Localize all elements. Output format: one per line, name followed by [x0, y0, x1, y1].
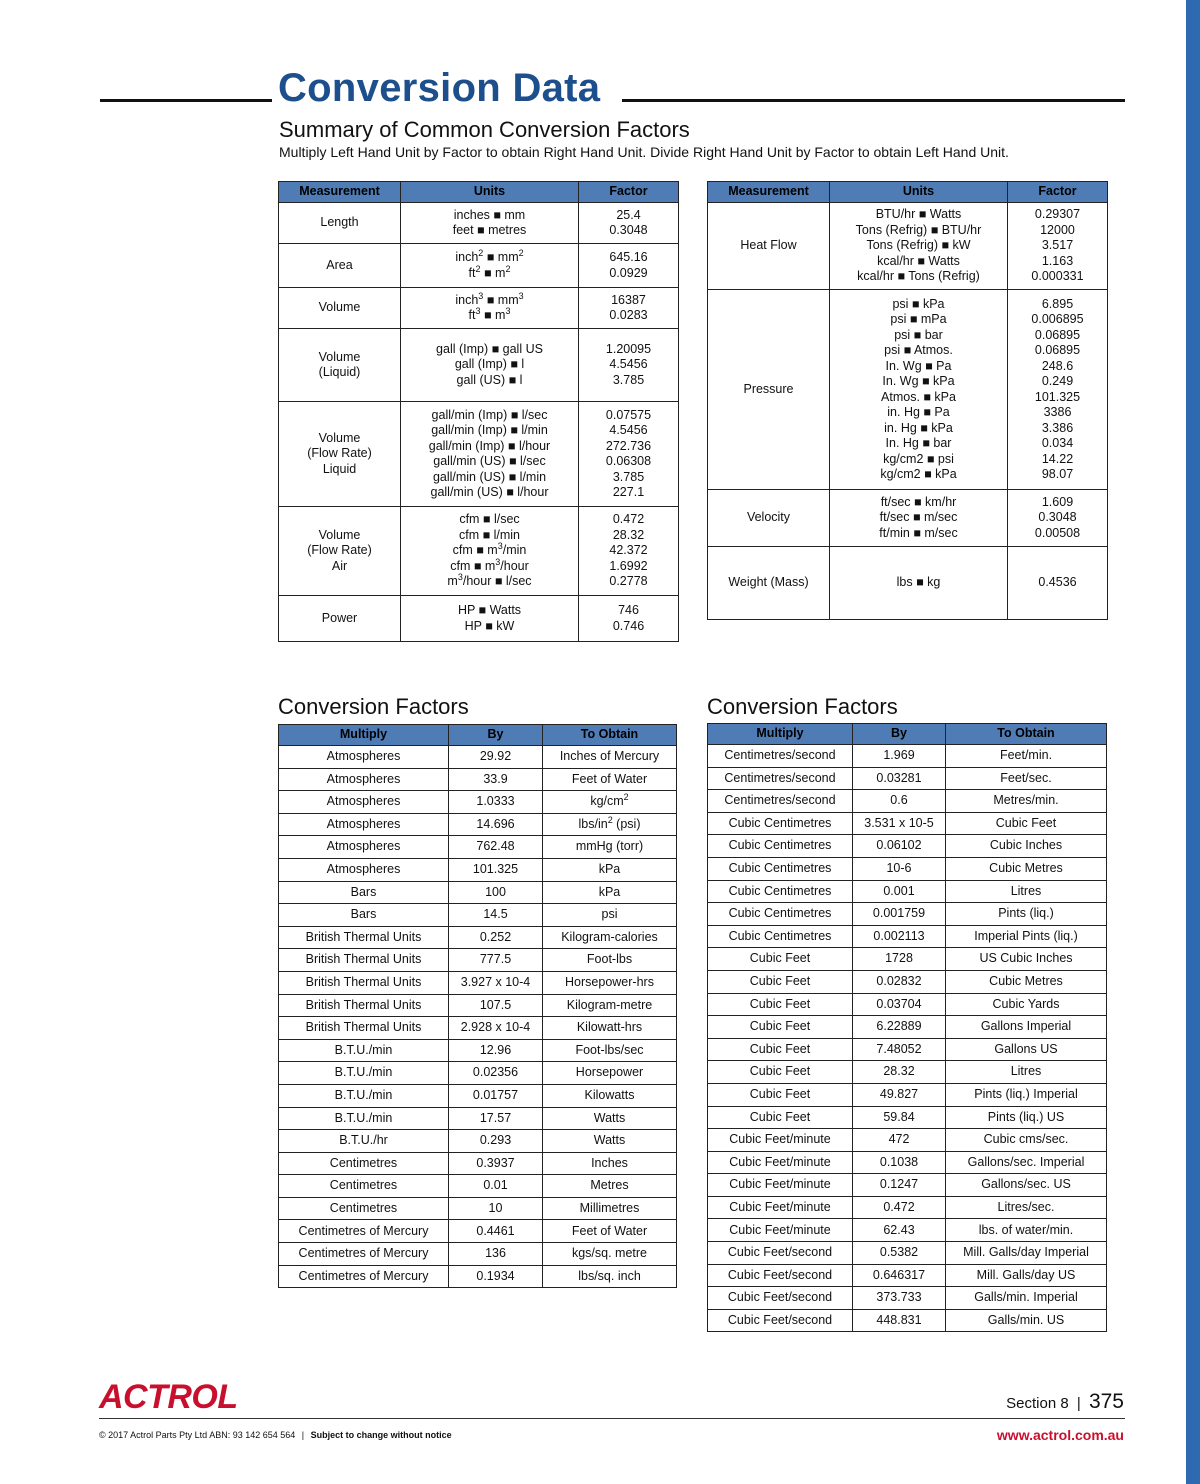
by-cell: 373.733: [853, 1287, 946, 1310]
by-cell: 777.5: [449, 949, 543, 972]
to-obtain-cell: Gallons US: [946, 1038, 1107, 1061]
website-link[interactable]: www.actrol.com.au: [996, 1427, 1124, 1443]
multiply-cell: Centimetres/second: [708, 767, 853, 790]
by-cell: 101.325: [449, 858, 543, 881]
measurement-cell: Volume (Liquid): [279, 329, 401, 402]
by-cell: 62.43: [853, 1219, 946, 1242]
to-obtain-cell: Kilowatt-hrs: [543, 1017, 677, 1040]
table-row: [708, 1083, 1107, 1106]
table-row: [708, 1151, 1107, 1174]
header-measurement: Measurement: [279, 182, 401, 203]
units-cell: cfm ■ l/sec cfm ■ l/min cfm ■ $m^3/\min$ cfm ■ $m^3$/hour $m^3$/hour ■ l/sec: [401, 507, 579, 596]
by-cell: 17.57: [449, 1107, 543, 1130]
by-cell: 0.4461: [449, 1220, 543, 1243]
summary-row: [279, 507, 679, 596]
multiply-cell: Cubic Feet: [708, 970, 853, 993]
units-cell: inch$^2$ ■ $mm^2$ $ft^2$ ■ $m^2$: [401, 244, 579, 288]
summary-table-right: [707, 181, 1108, 620]
factor-cell: 0.07575 4.5456 272.736 0.06308 3.785 227.1: [579, 402, 679, 507]
table-row: [708, 812, 1107, 835]
to-obtain-cell: Feet of Water: [543, 1220, 677, 1243]
summary-row: [279, 288, 679, 329]
to-obtain-cell: Foot-lbs/sec: [543, 1039, 677, 1062]
by-cell: 0.252: [449, 926, 543, 949]
table-row: [708, 745, 1107, 768]
by-cell: 0.001: [853, 880, 946, 903]
footer-legal: © 2017 Actrol Parts Pty Ltd ABN: 93 142 654 564 | Subject to change without notice: [99, 1430, 452, 1440]
notice-text: Subject to change without notice: [310, 1430, 452, 1440]
conversion-factors-title-left: Conversion Factors: [278, 694, 469, 719]
by-cell: 1728: [853, 948, 946, 971]
to-obtain-cell: lbs. of water/min.: [946, 1219, 1107, 1242]
table-row: [279, 858, 677, 881]
to-obtain-cell: Cubic Metres: [946, 857, 1107, 880]
multiply-cell: Cubic Centimetres: [708, 903, 853, 926]
multiply-cell: Cubic Centimetres: [708, 835, 853, 858]
by-cell: 0.5382: [853, 1242, 946, 1265]
multiply-cell: Cubic Centimetres: [708, 925, 853, 948]
multiply-cell: Cubic Feet/minute: [708, 1151, 853, 1174]
multiply-cell: Cubic Feet: [708, 1106, 853, 1129]
multiply-cell: Atmospheres: [279, 768, 449, 791]
summary-table-left: [278, 181, 679, 642]
to-obtain-cell: Foot-lbs: [543, 949, 677, 972]
factor-cell: 645.16 0.0929: [579, 244, 679, 288]
multiply-cell: Cubic Feet: [708, 1038, 853, 1061]
conversion-table-right: [707, 723, 1107, 1332]
header-to-obtain: To Obtain: [946, 724, 1107, 745]
by-cell: 2.928 x 10-4: [449, 1017, 543, 1040]
table-row: [279, 1017, 677, 1040]
factor-cell: 1.609 0.3048 0.00508: [1008, 490, 1108, 547]
to-obtain-cell: kPa: [543, 881, 677, 904]
title-rule-left: [100, 99, 272, 102]
table-row: [708, 835, 1107, 858]
header-to-obtain: To Obtain: [543, 725, 677, 746]
factor-cell: 0.4536: [1008, 547, 1108, 620]
by-cell: 14.696: [449, 813, 543, 836]
summary-row: [708, 490, 1108, 547]
multiply-cell: Cubic Feet: [708, 1016, 853, 1039]
table-row: [279, 1130, 677, 1153]
header-by: By: [449, 725, 543, 746]
table-row: [708, 1309, 1107, 1332]
to-obtain-cell: Cubic cms/sec.: [946, 1129, 1107, 1152]
table-row: [279, 971, 677, 994]
to-obtain-cell: psi: [543, 904, 677, 927]
to-obtain-cell: Inches of Mercury: [543, 746, 677, 769]
multiply-cell: Centimetres: [279, 1152, 449, 1175]
table-row: [279, 1175, 677, 1198]
table-row: [708, 790, 1107, 813]
table-row: [708, 1038, 1107, 1061]
actrol-logo: ACTROL: [99, 1378, 238, 1416]
measurement-cell: Velocity: [708, 490, 830, 547]
by-cell: 28.32: [853, 1061, 946, 1084]
to-obtain-cell: Mill. Galls/day Imperial: [946, 1242, 1107, 1265]
table-row: [279, 768, 677, 791]
to-obtain-cell: Millimetres: [543, 1197, 677, 1220]
by-cell: 0.1038: [853, 1151, 946, 1174]
by-cell: 0.293: [449, 1130, 543, 1153]
table-row: [708, 1264, 1107, 1287]
by-cell: 3.927 x 10-4: [449, 971, 543, 994]
by-cell: 1.969: [853, 745, 946, 768]
units-cell: inch$^3$ ■ $mm^3$ $ft^3$ ■ $m^3$: [401, 288, 579, 329]
multiply-cell: Cubic Feet: [708, 1061, 853, 1084]
summary-row: [708, 290, 1108, 490]
multiply-cell: British Thermal Units: [279, 971, 449, 994]
to-obtain-cell: Metres/min.: [946, 790, 1107, 813]
table-row: [708, 1016, 1107, 1039]
header-units: Units: [830, 182, 1008, 203]
factor-cell: 6.895 0.006895 0.06895 0.06895 248.6 0.249 101.325 3386 3.386 0.034 14.22 98.07: [1008, 290, 1108, 490]
multiply-cell: Cubic Feet: [708, 948, 853, 971]
to-obtain-cell: Galls/min. US: [946, 1309, 1107, 1332]
by-cell: 10: [449, 1197, 543, 1220]
header-measurement: Measurement: [708, 182, 830, 203]
table-row: [279, 1107, 677, 1130]
by-cell: 14.5: [449, 904, 543, 927]
by-cell: 136: [449, 1243, 543, 1266]
by-cell: 33.9: [449, 768, 543, 791]
by-cell: 10-6: [853, 857, 946, 880]
to-obtain-cell: Galls/min. Imperial: [946, 1287, 1107, 1310]
by-cell: 0.3937: [449, 1152, 543, 1175]
multiply-cell: Cubic Centimetres: [708, 857, 853, 880]
multiply-cell: Cubic Feet: [708, 1083, 853, 1106]
measurement-cell: Length: [279, 203, 401, 244]
by-cell: 448.831: [853, 1309, 946, 1332]
multiply-cell: Centimetres: [279, 1175, 449, 1198]
to-obtain-cell: Litres/sec.: [946, 1196, 1107, 1219]
conversion-factors-title-right: Conversion Factors: [707, 694, 898, 719]
by-cell: 107.5: [449, 994, 543, 1017]
summary-row: [279, 596, 679, 642]
to-obtain-cell: mmHg (torr): [543, 836, 677, 859]
by-cell: 0.01757: [449, 1084, 543, 1107]
table-row: [708, 1061, 1107, 1084]
multiply-cell: B.T.U./min: [279, 1062, 449, 1085]
multiply-cell: Cubic Feet: [708, 993, 853, 1016]
by-cell: 0.01: [449, 1175, 543, 1198]
multiply-cell: B.T.U./hr: [279, 1130, 449, 1153]
table-row: [708, 925, 1107, 948]
by-cell: 49.827: [853, 1083, 946, 1106]
by-cell: 6.22889: [853, 1016, 946, 1039]
factor-cell: 746 0.746: [579, 596, 679, 642]
to-obtain-cell: kgs/sq. metre: [543, 1243, 677, 1266]
header-units: Units: [401, 182, 579, 203]
table-row: [708, 857, 1107, 880]
by-cell: 0.002113: [853, 925, 946, 948]
multiply-cell: Bars: [279, 904, 449, 927]
summary-heading: Summary of Common Conversion Factors: [279, 117, 690, 142]
to-obtain-cell: Inches: [543, 1152, 677, 1175]
to-obtain-cell: Horsepower-hrs: [543, 971, 677, 994]
by-cell: 762.48: [449, 836, 543, 859]
by-cell: 0.472: [853, 1196, 946, 1219]
to-obtain-cell: Cubic Yards: [946, 993, 1107, 1016]
separator: |: [1076, 1395, 1081, 1412]
footer-rule: [99, 1418, 1125, 1419]
to-obtain-cell: Feet of Water: [543, 768, 677, 791]
table-row: [708, 767, 1107, 790]
multiply-cell: Centimetres of Mercury: [279, 1220, 449, 1243]
to-obtain-cell: Pints (liq.): [946, 903, 1107, 926]
by-cell: 472: [853, 1129, 946, 1152]
conversion-table-left: [278, 724, 677, 1288]
to-obtain-cell: $kg/cm^2$: [543, 791, 677, 814]
measurement-cell: Pressure: [708, 290, 830, 490]
table-row: [279, 949, 677, 972]
table-row: [279, 1152, 677, 1175]
multiply-cell: Centimetres of Mercury: [279, 1243, 449, 1266]
table-row: [279, 926, 677, 949]
to-obtain-cell: Watts: [543, 1130, 677, 1153]
by-cell: 3.531 x 10-5: [853, 812, 946, 835]
table-row: [708, 1106, 1107, 1129]
table-row: [708, 903, 1107, 926]
to-obtain-cell: Cubic Metres: [946, 970, 1107, 993]
by-cell: 0.6: [853, 790, 946, 813]
table-row: [708, 1196, 1107, 1219]
summary-row: [708, 203, 1108, 290]
to-obtain-cell: Kilogram-calories: [543, 926, 677, 949]
to-obtain-cell: Cubic Feet: [946, 812, 1107, 835]
by-cell: 1.0333: [449, 791, 543, 814]
measurement-cell: Volume (Flow Rate) Liquid: [279, 402, 401, 507]
measurement-cell: Area: [279, 244, 401, 288]
multiply-cell: British Thermal Units: [279, 926, 449, 949]
units-cell: gall (Imp) ■ gall US gall (Imp) ■ l gall (US) ■ l: [401, 329, 579, 402]
title-row: [100, 66, 1125, 116]
table-row: [708, 1129, 1107, 1152]
table-row: [279, 791, 677, 814]
units-cell: HP ■ Watts HP ■ kW: [401, 596, 579, 642]
multiply-cell: Bars: [279, 881, 449, 904]
header-factor: Factor: [579, 182, 679, 203]
multiply-cell: Cubic Feet/second: [708, 1309, 853, 1332]
to-obtain-cell: Gallons Imperial: [946, 1016, 1107, 1039]
multiply-cell: Centimetres/second: [708, 790, 853, 813]
table-row: [708, 948, 1107, 971]
measurement-cell: Volume: [279, 288, 401, 329]
multiply-cell: Atmospheres: [279, 858, 449, 881]
table-row: [708, 1242, 1107, 1265]
to-obtain-cell: kPa: [543, 858, 677, 881]
to-obtain-cell: lbs/sq. inch: [543, 1265, 677, 1288]
to-obtain-cell: Watts: [543, 1107, 677, 1130]
multiply-cell: Cubic Feet/second: [708, 1264, 853, 1287]
table-row: [279, 813, 677, 836]
multiply-cell: British Thermal Units: [279, 1017, 449, 1040]
copyright-text: © 2017 Actrol Parts Pty Ltd ABN: 93 142 654 564: [99, 1430, 296, 1440]
multiply-cell: Cubic Feet/minute: [708, 1129, 853, 1152]
by-cell: 0.646317: [853, 1264, 946, 1287]
page-title: Conversion Data: [278, 66, 601, 110]
multiply-cell: Cubic Feet/second: [708, 1287, 853, 1310]
summary-row: [279, 203, 679, 244]
factor-cell: 0.29307 12000 3.517 1.163 0.000331: [1008, 203, 1108, 290]
measurement-cell: Weight (Mass): [708, 547, 830, 620]
by-cell: 0.03704: [853, 993, 946, 1016]
by-cell: 29.92: [449, 746, 543, 769]
multiply-cell: Cubic Feet/minute: [708, 1174, 853, 1197]
title-rule-right: [622, 99, 1125, 102]
units-cell: psi ■ kPa psi ■ mPa psi ■ bar psi ■ Atmos. In. Wg ■ Pa In. Wg ■ kPa Atmos. ■ kPa in. Hg ■ Pa in. Hg ■ kPa In. Hg ■ bar kg/cm2 ■ psi kg/cm2 ■ kPa: [830, 290, 1008, 490]
multiply-cell: Cubic Centimetres: [708, 880, 853, 903]
to-obtain-cell: Pints (liq.) Imperial: [946, 1083, 1107, 1106]
table-row: [279, 1039, 677, 1062]
header-by: By: [853, 724, 946, 745]
table-row: [279, 1265, 677, 1288]
by-cell: 59.84: [853, 1106, 946, 1129]
multiply-cell: Centimetres of Mercury: [279, 1265, 449, 1288]
units-cell: BTU/hr ■ Watts Tons (Refrig) ■ BTU/hr Tons (Refrig) ■ kW kcal/hr ■ Watts kcal/hr ■ Tons (Refrig): [830, 203, 1008, 290]
by-cell: 7.48052: [853, 1038, 946, 1061]
to-obtain-cell: Litres: [946, 1061, 1107, 1084]
by-cell: 12.96: [449, 1039, 543, 1062]
multiply-cell: Cubic Feet/second: [708, 1242, 853, 1265]
multiply-cell: Cubic Centimetres: [708, 812, 853, 835]
to-obtain-cell: lbs/$in^2$ (psi): [543, 813, 677, 836]
page-edge-bar: [1186, 0, 1200, 1484]
table-row: [279, 994, 677, 1017]
multiply-cell: B.T.U./min: [279, 1107, 449, 1130]
table-row: [279, 746, 677, 769]
measurement-cell: Heat Flow: [708, 203, 830, 290]
instructions-text: Multiply Left Hand Unit by Factor to obtain Right Hand Unit. Divide Right Hand Unit by Factor to obtain Left Hand Unit.: [279, 144, 1009, 160]
units-cell: inches ■ mm feet ■ metres: [401, 203, 579, 244]
page-number: 375: [1088, 1390, 1124, 1413]
table-row: [708, 1219, 1107, 1242]
table-row: [279, 1062, 677, 1085]
to-obtain-cell: Mill. Galls/day US: [946, 1264, 1107, 1287]
summary-row: [279, 402, 679, 507]
multiply-cell: British Thermal Units: [279, 994, 449, 1017]
header-multiply: Multiply: [708, 724, 853, 745]
by-cell: 0.02356: [449, 1062, 543, 1085]
to-obtain-cell: Pints (liq.) US: [946, 1106, 1107, 1129]
factor-cell: 16387 0.0283: [579, 288, 679, 329]
multiply-cell: Atmospheres: [279, 836, 449, 859]
units-cell: lbs ■ kg: [830, 547, 1008, 620]
to-obtain-cell: Horsepower: [543, 1062, 677, 1085]
table-row: [708, 970, 1107, 993]
section-label: Section 8: [1006, 1395, 1069, 1412]
multiply-cell: Centimetres/second: [708, 745, 853, 768]
measurement-cell: Power: [279, 596, 401, 642]
table-row: [279, 1197, 677, 1220]
by-cell: 100: [449, 881, 543, 904]
factor-cell: 25.4 0.3048: [579, 203, 679, 244]
to-obtain-cell: Feet/min.: [946, 745, 1107, 768]
table-row: [279, 1084, 677, 1107]
by-cell: 0.001759: [853, 903, 946, 926]
multiply-cell: Cubic Feet/minute: [708, 1219, 853, 1242]
table-row: [708, 880, 1107, 903]
header-factor: Factor: [1008, 182, 1108, 203]
to-obtain-cell: Imperial Pints (liq.): [946, 925, 1107, 948]
multiply-cell: Atmospheres: [279, 791, 449, 814]
units-cell: ft/sec ■ km/hr ft/sec ■ m/sec ft/min ■ m/sec: [830, 490, 1008, 547]
table-row: [708, 993, 1107, 1016]
table-row: [279, 1243, 677, 1266]
factor-cell: 0.472 28.32 42.372 1.6992 0.2778: [579, 507, 679, 596]
measurement-cell: Volume (Flow Rate) Air: [279, 507, 401, 596]
to-obtain-cell: Gallons/sec. US: [946, 1174, 1107, 1197]
header-multiply: Multiply: [279, 725, 449, 746]
multiply-cell: Cubic Feet/minute: [708, 1196, 853, 1219]
to-obtain-cell: Metres: [543, 1175, 677, 1198]
table-row: [279, 836, 677, 859]
by-cell: 0.06102: [853, 835, 946, 858]
section-page-indicator: [1006, 1390, 1124, 1414]
table-row: [279, 904, 677, 927]
units-cell: gall/min (Imp) ■ l/sec gall/min (Imp) ■ l/min gall/min (Imp) ■ l/hour gall/min (US) ■ l/sec gall/min (US) ■ l/min gall/min (US) ■ l/hour: [401, 402, 579, 507]
to-obtain-cell: US Cubic Inches: [946, 948, 1107, 971]
to-obtain-cell: Gallons/sec. Imperial: [946, 1151, 1107, 1174]
multiply-cell: Atmospheres: [279, 746, 449, 769]
summary-row: [279, 244, 679, 288]
by-cell: 0.03281: [853, 767, 946, 790]
multiply-cell: Centimetres: [279, 1197, 449, 1220]
to-obtain-cell: Litres: [946, 880, 1107, 903]
summary-row: [279, 329, 679, 402]
table-row: [279, 1220, 677, 1243]
multiply-cell: British Thermal Units: [279, 949, 449, 972]
multiply-cell: Atmospheres: [279, 813, 449, 836]
multiply-cell: B.T.U./min: [279, 1084, 449, 1107]
table-row: [708, 1287, 1107, 1310]
table-row: [279, 881, 677, 904]
to-obtain-cell: Kilogram-metre: [543, 994, 677, 1017]
multiply-cell: B.T.U./min: [279, 1039, 449, 1062]
to-obtain-cell: Feet/sec.: [946, 767, 1107, 790]
to-obtain-cell: Kilowatts: [543, 1084, 677, 1107]
by-cell: 0.1934: [449, 1265, 543, 1288]
factor-cell: 1.20095 4.5456 3.785: [579, 329, 679, 402]
table-row: [708, 1174, 1107, 1197]
to-obtain-cell: Cubic Inches: [946, 835, 1107, 858]
by-cell: 0.02832: [853, 970, 946, 993]
summary-row: [708, 547, 1108, 620]
by-cell: 0.1247: [853, 1174, 946, 1197]
